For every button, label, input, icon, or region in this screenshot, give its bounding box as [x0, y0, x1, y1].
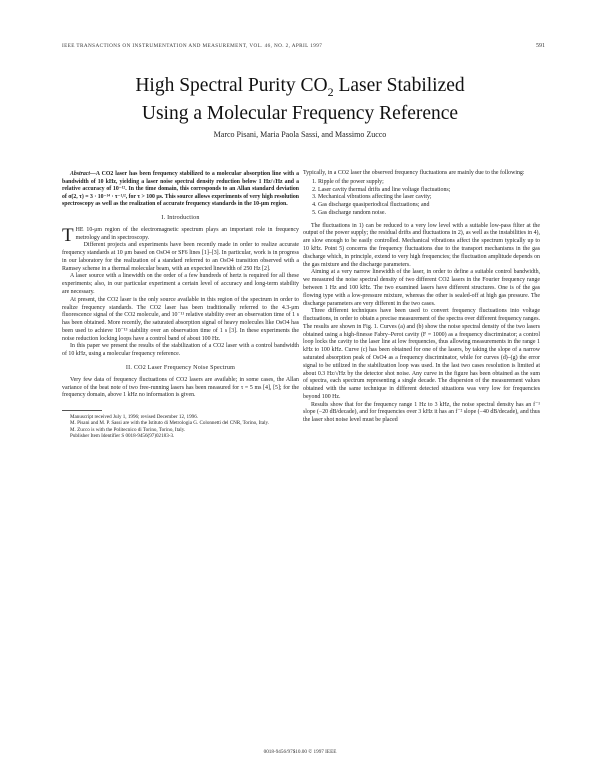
title-line2: Using a Molecular Frequency Reference: [141, 102, 459, 124]
footnote-publisher-id: Publisher Item Identifier S 0018-9456(97)02183-3.: [70, 433, 175, 440]
intro-paragraph-5: In this paper we present the results of the stabilization of a CO2 laser with a control bandwidth of 10 kHz, using a molecular frequency reference.: [62, 343, 299, 358]
footnote-affiliation-2: M. Zucco is with the Politecnico di Torino, Torino, Italy.: [70, 426, 186, 433]
right-paragraph-2: The fluctuations in 1) can be reduced to a very low level with a suitable low-pass filter at the output of the power supply; the residual drifts and fluctuations in 2), as well as the instabilities in 4), are slow enough to be easily controlled. Mechanical vibrations affect the spectrum typically up to 10 kHz. Point 5) concerns the frequency fluctuations due to the transport mechanisms in the gas discharge which, in principle, extend to very high frequencies; the fluctuation amplitude depends on the gas mixture and the discharge parameters.: [303, 222, 540, 268]
list-item: 1. Ripple of the power supply;: [318, 179, 540, 187]
running-head: IEEE TRANSACTIONS ON INSTRUMENTATION AND MEASUREMENT, VOL. 46, NO. 2, APRIL 1997: [62, 43, 323, 49]
section-heading-noise-spectrum: II. CO2 Laser Frequency Noise Spectrum: [125, 365, 236, 372]
intro-paragraph-1-text: HE 10-μm region of the electromagnetic spectrum plays an important role in frequency metrology and in spectroscopy.: [75, 226, 299, 241]
author-list: Marco Pisani, Maria Paola Sassi, and Massimo Zucco: [213, 130, 387, 139]
abstract-text: A CO2 laser has been frequency stabilized to a molecular absorption line with a bandwidth of 10 kHz, yielding a laser noise spectral density reduction below 1 Hz/√Hz and a relative accuracy of 10⁻¹². In the time domain, this corresponds to an Allan standard deviation of σ(2, τ) = 3 · 10⁻¹⁴ · τ⁻¹/², for τ > 100 μs. This source allows experiments of very high resolution spectroscopy as well as the realization of accurate frequency standards in the 10-μm region.: [62, 171, 299, 208]
footnote-affiliation-1: M. Pisani and M. P. Sassi are with the Istituto di Metrologia G. Colonnetti del CNR, Torino, Italy.: [70, 420, 269, 427]
list-item: 2. Laser cavity thermal drifts and line voltage fluctuations;: [318, 187, 540, 195]
list-item: 4. Gas discharge quasiperiodical fluctuations; and: [318, 202, 540, 210]
page-number: 591: [536, 43, 545, 49]
right-column: [303, 170, 540, 425]
intro-paragraph-3: A laser source with a linewidth on the order of a few hundreds of hertz is required for all these experiments; also, in our particular experiment a certain level of accuracy and long-term stability are necessary.: [62, 273, 299, 295]
footnote-received: Manuscript received July 1, 1996; revised December 12, 1996.: [70, 414, 199, 421]
intro-paragraph-1: [62, 224, 299, 246]
footnote-divider: [62, 410, 102, 411]
abstract: [62, 171, 299, 209]
left-column: [62, 148, 299, 439]
paper-title: [40, 75, 560, 125]
abstract-lead: Abstract—: [70, 171, 96, 177]
intro-paragraph-2: Different projects and experiments have been recently made in order to realize accurate frequency standards at 10 μm based on OsO4 or SF6 lines [1]–[3]. In particular, work is in progress in our laboratory for the realization of a standard referred to an OsO4 transition observed with a Ramsey scheme in a thermal molecular beam, with an expected linewidth of 250 Hz [2].: [62, 242, 299, 272]
title-line1: High Spectral Purity CO: [135, 75, 328, 96]
copyright-footer: 0018-9456/97$10.00 © 1997 IEEE: [263, 749, 337, 755]
list-item: 3. Mechanical vibrations affecting the laser cavity;: [318, 194, 540, 202]
right-paragraph-1: Typically, in a CO2 laser the observed frequency fluctuations are mainly due to the following:: [303, 170, 525, 176]
right-paragraph-3: Aiming at a very narrow linewidth of the laser, in order to define a suitable control bandwidth, we measured the noise spectral density of two different CO2 lasers in the Fourier frequency range between 1 Hz and 100 kHz. The two examined lasers have different structures. One is of the gas flowing type with a low-pressure mixture, whereas the other is sealed-off at high gas pressure. The discharge parameters are very different in the two cases.: [303, 269, 540, 307]
intro-paragraph-4: At present, the CO2 laser is the only source available in this region of the spectrum in order to realize frequency standards. The CO2 laser has been traditionally referred to the 4.3-μm fluorescence signal of the CO2 molecule, and 10⁻¹¹ relative stability over an observation time of 1 s has been obtained. More recently, the saturated absorption signal of heavy molecules like OsO4 has been used to achieve 10⁻¹³ stability over an observation time of 1 s [3]. In these experiments the noise reduction locking loops have a control band of about 100 Hz.: [62, 296, 299, 342]
list-item: 5. Gas discharge random noise.: [318, 210, 540, 218]
right-paragraph-4: Three different techniques have been used to convert frequency fluctuations into voltage fluctuations, in order to obtain a precise measurement of the spectra over different frequency ranges. The results are shown in Fig. 1. Curves (a) and (b) show the noise spectral density of the two lasers obtained using a high-finesse Fabry–Perot cavity (F = 1000) as a frequency discriminator; a control loop locks the cavity to the laser line at low frequencies, thus allowing measurements in the range 1 kHz to 100 kHz. Curve (c) has been obtained for one of the lasers, by taking the slope of a narrow saturated absorption peak of OsO4 as a frequency discriminator, while for curves (d)–(g) the error signal to be utilized in the stabilization loop was used. In the last two cases resolution is limited at about 0.3 Hz/√Hz by the detector shot noise. Any curve in the figure has been obtained as the sum of spectra, each spectrum representing a single decade. The dispersion of the measurement values obtained with the same technique in different detected situations was very low for frequencies beyond 100 Hz.: [303, 308, 540, 400]
drop-cap: T: [62, 224, 74, 246]
noise-paragraph-1: Very few data of frequency fluctuations of CO2 lasers are available; in some cases, the Allan variance of the beat note of two free-running lasers has been measured for τ = 5 ms [4], [5]; for the frequency domain, above 1 kHz no information is given.: [62, 376, 299, 399]
right-paragraph-5: Results show that for the frequency range 1 Hz to 3 kHz, the noise spectral density has an f⁻¹ slope (−20 dB/decade), and for frequencies over 3 kHz it has an f⁻² slope (−40 dB/decade), and thus the laser shot noise level must be placed: [303, 401, 540, 424]
section-heading-introduction: I. Introduction: [161, 214, 200, 221]
title-line1-end: Laser Stabilized: [333, 75, 465, 96]
fluctuation-causes-list: [303, 179, 540, 218]
title-subscript: 2: [327, 84, 334, 99]
